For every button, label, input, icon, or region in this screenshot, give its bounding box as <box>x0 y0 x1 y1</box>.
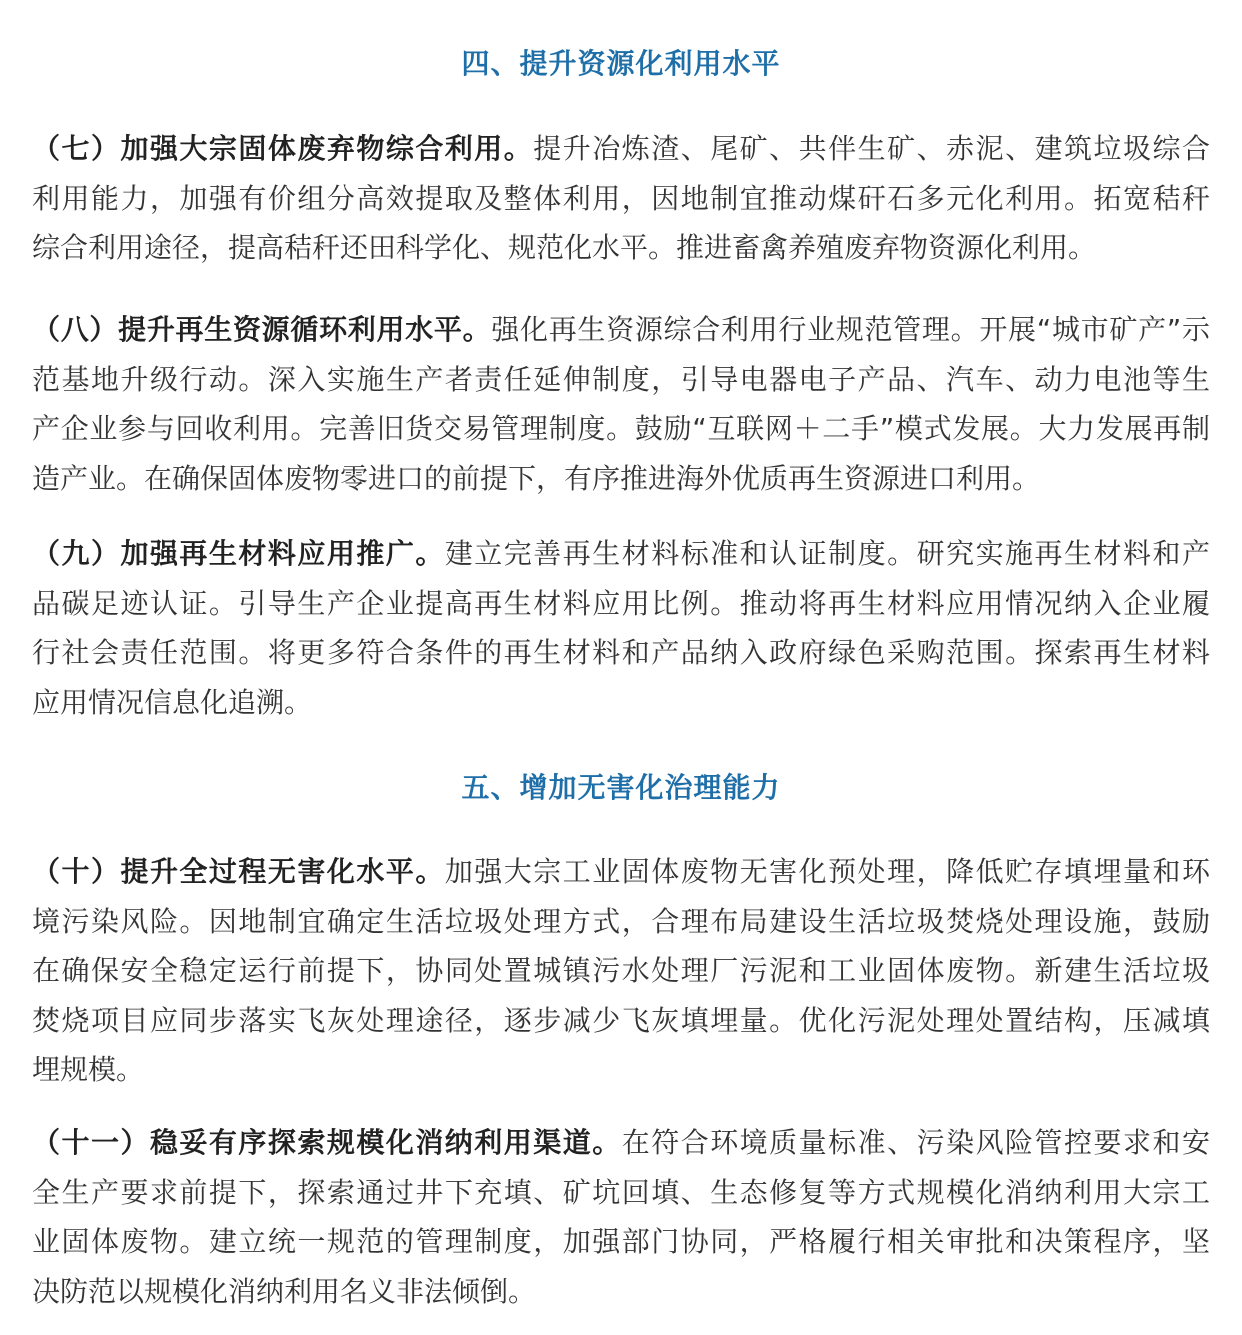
paragraph-9 <box>32 529 1210 727</box>
paragraph-text: 强化再生资源综合利用行业规范管理。开展“城市矿产”示 <box>491 313 1210 346</box>
paragraph-line: 焚烧项目应同步落实飞灰处理途径，逐步减少飞灰填埋量。优化污泥处理处置结构，压减填 <box>32 1003 1210 1037</box>
paragraph-line: 品碳足迹认证。引导生产企业提高再生材料应用比例。推动将再生材料应用情况纳入企业履 <box>32 586 1210 620</box>
paragraph-8 <box>32 305 1210 503</box>
paragraph-7 <box>32 124 1210 273</box>
paragraph-line: 全生产要求前提下，探索通过井下充填、矿坑回填、生态修复等方式规模化消纳利用大宗工 <box>32 1175 1210 1209</box>
paragraph-line <box>32 305 1210 355</box>
paragraph-line <box>32 847 1210 897</box>
paragraph-line: 埋规模。 <box>32 1053 145 1086</box>
paragraph-text: 加强大宗工业固体废物无害化预处理，降低贮存填埋量和环 <box>444 855 1210 888</box>
paragraph-line <box>32 529 1210 579</box>
paragraph-line: 综合利用途径，提高秸秆还田科学化、规范化水平。推进畜禽养殖废弃物资源化利用。 <box>32 231 1097 264</box>
paragraph-line: 决防范以规模化消纳利用名义非法倾倒。 <box>32 1274 537 1308</box>
paragraph-text: 在符合环境质量标准、污染风险管控要求和安 <box>621 1126 1210 1159</box>
paragraph-lead: （八）提升再生资源循环利用水平。 <box>32 313 492 346</box>
paragraph-lead: （七）加强大宗固体废弃物综合利用。 <box>32 132 534 165</box>
paragraph-text: 提升冶炼渣、尾矿、共伴生矿、赤泥、建筑垃圾综合 <box>533 132 1210 165</box>
paragraph-line <box>32 1118 1210 1168</box>
paragraph-line: 行社会责任范围。将更多符合条件的再生材料和产品纳入政府绿色采购范围。探索再生材料 <box>32 636 1210 669</box>
section-heading: 四、提升资源化利用水平 <box>461 47 781 80</box>
paragraph-10 <box>32 847 1210 1095</box>
paragraph-11 <box>32 1118 1210 1316</box>
paragraph-line: 境污染风险。因地制宜确定生活垃圾处理方式，合理布局建设生活垃圾焚烧处理设施，鼓励 <box>32 904 1210 938</box>
paragraph-line: 范基地升级行动。深入实施生产者责任延伸制度，引导电器电子产品、汽车、动力电池等生 <box>32 362 1210 396</box>
paragraph-line <box>32 124 1210 174</box>
paragraph-lead: （九）加强再生材料应用推广。 <box>32 537 445 570</box>
paragraph-line: 利用能力，加强有价组分高效提取及整体利用，因地制宜推动煤矸石多元化利用。拓宽秸秆 <box>32 181 1210 215</box>
paragraph-line: 造产业。在确保固体废物零进口的前提下，有序推进海外优质再生资源进口利用。 <box>32 461 1041 495</box>
paragraph-text: 建立完善再生材料标准和认证制度。研究实施再生材料和产 <box>444 537 1210 570</box>
section-heading: 五、增加无害化治理能力 <box>461 771 781 804</box>
paragraph-lead: （十）提升全过程无害化水平。 <box>32 855 445 888</box>
paragraph-line: 产企业参与回收利用。完善旧货交易管理制度。鼓励“互联网＋二手”模式发展。大力发展再制 <box>32 412 1210 445</box>
paragraph-lead: （十一）稳妥有序探索规模化消纳利用渠道。 <box>32 1126 622 1159</box>
paragraph-line: 在确保安全稳定运行前提下，协同处置城镇污水处理厂污泥和工业固体废物。新建生活垃圾 <box>32 954 1210 987</box>
paragraph-line: 业固体废物。建立统一规范的管理制度，加强部门协同，严格履行相关审批和决策程序，坚 <box>32 1225 1210 1258</box>
paragraph-line: 应用情况信息化追溯。 <box>32 685 313 719</box>
